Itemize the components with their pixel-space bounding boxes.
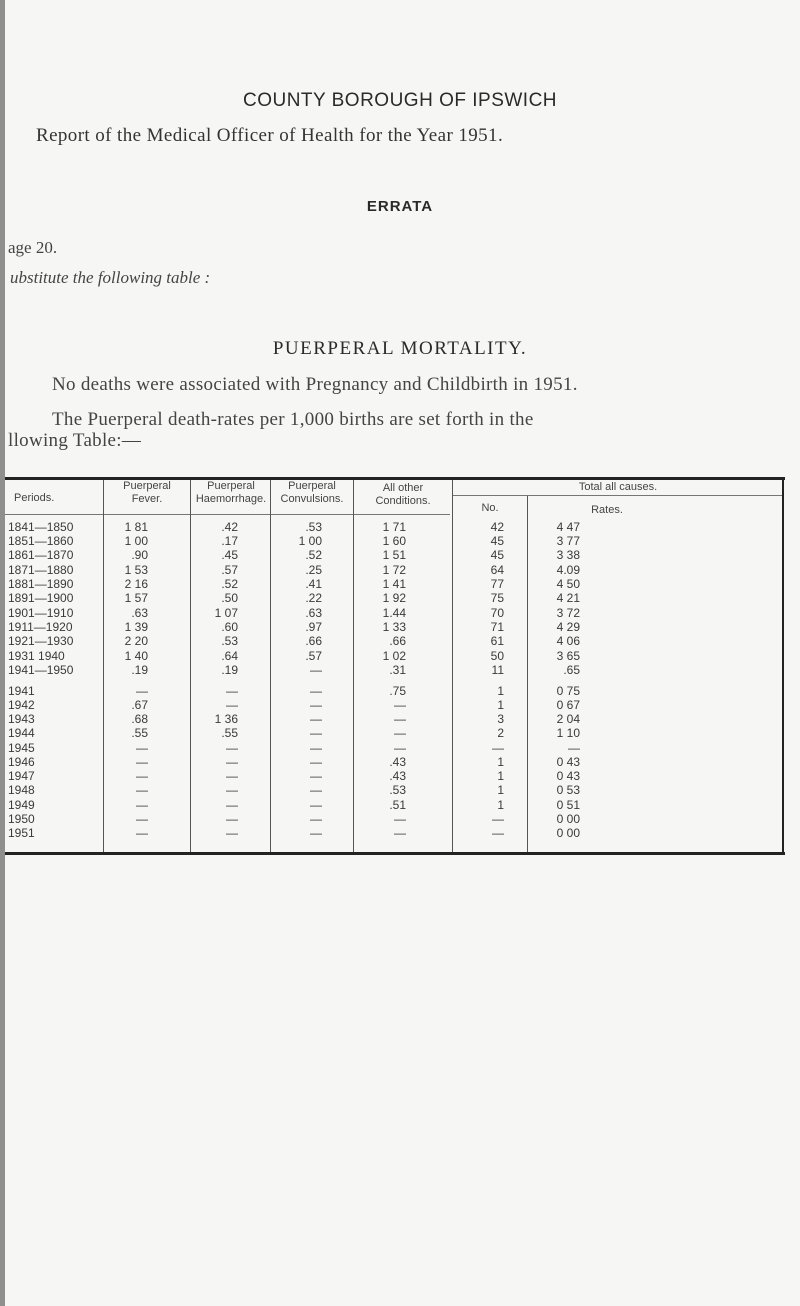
cell-fever: — bbox=[136, 741, 148, 755]
cell-period: 1931 1940 bbox=[8, 649, 65, 663]
cell-fever: .67 bbox=[131, 698, 148, 712]
cell-period: 1947 bbox=[8, 769, 35, 783]
cell-fever: .63 bbox=[131, 606, 148, 620]
cell-no: 1 bbox=[497, 684, 504, 698]
cell-other: 1 72 bbox=[382, 563, 406, 577]
section-paragraph-2-line-1: The Puerperal death-rates per 1,000 births are set forth in the bbox=[52, 409, 534, 430]
cell-conv: — bbox=[310, 712, 322, 726]
cell-other: .75 bbox=[389, 684, 406, 698]
cell-haem: .55 bbox=[221, 726, 238, 740]
cell-conv: — bbox=[310, 812, 322, 826]
cell-fever: — bbox=[136, 769, 148, 783]
cell-period: 1911—1920 bbox=[8, 620, 73, 634]
cell-no: 64 bbox=[490, 563, 504, 577]
cell-other: .53 bbox=[389, 783, 406, 797]
cell-conv: — bbox=[310, 726, 322, 740]
cell-other: — bbox=[394, 712, 406, 726]
cell-other: .66 bbox=[389, 634, 406, 648]
cell-other: — bbox=[394, 726, 406, 740]
header-number: No. bbox=[481, 502, 499, 514]
cell-rate: 0 53 bbox=[556, 783, 580, 797]
header-periods: Periods. bbox=[14, 492, 55, 504]
cell-period: 1941 bbox=[8, 684, 35, 698]
cell-haem: — bbox=[226, 798, 238, 812]
table-right-rule bbox=[782, 478, 784, 854]
cell-conv: — bbox=[310, 755, 322, 769]
header-fever bbox=[105, 480, 189, 506]
cell-other: 1 02 bbox=[382, 649, 406, 663]
cell-other: 1.44 bbox=[382, 606, 406, 620]
cell-no: 77 bbox=[490, 577, 504, 591]
cell-conv: — bbox=[310, 769, 322, 783]
cell-conv: — bbox=[310, 783, 322, 797]
cell-no: 2 bbox=[497, 726, 504, 740]
cell-fever: 1 40 bbox=[124, 649, 148, 663]
cell-other: 1 33 bbox=[382, 620, 406, 634]
cell-haem: — bbox=[226, 755, 238, 769]
cell-conv: .66 bbox=[305, 634, 322, 648]
cell-other: 1 60 bbox=[382, 534, 406, 548]
cell-period: 1921—1930 bbox=[8, 634, 74, 648]
cell-no: 1 bbox=[497, 698, 504, 712]
cell-haem: — bbox=[226, 783, 238, 797]
cell-rate: 3 65 bbox=[556, 649, 580, 663]
cell-other: .43 bbox=[389, 769, 406, 783]
cell-period: 1941—1950 bbox=[8, 663, 74, 677]
cell-rate: — bbox=[568, 741, 580, 755]
section-heading: PUERPERAL MORTALITY. bbox=[272, 338, 528, 359]
cell-other: — bbox=[394, 826, 406, 840]
cell-fever: — bbox=[136, 812, 148, 826]
cell-conv: — bbox=[310, 741, 322, 755]
cell-rate: 4 50 bbox=[556, 577, 580, 591]
cell-period: 1950 bbox=[8, 812, 35, 826]
cell-period: 1942 bbox=[8, 698, 35, 712]
header-haemorrhage-line-1: Puerperal bbox=[207, 480, 255, 492]
header-fever-line-2: Fever. bbox=[131, 493, 163, 505]
header-convulsions-line-1: Puerperal bbox=[288, 480, 336, 492]
cell-haem: .57 bbox=[221, 563, 238, 577]
cell-haem: 1 36 bbox=[214, 712, 238, 726]
column-divider bbox=[270, 480, 271, 852]
cell-no: 42 bbox=[490, 520, 504, 534]
header-other-line-1: All other bbox=[382, 482, 424, 494]
cell-period: 1951 bbox=[8, 826, 35, 840]
cell-haem: .19 bbox=[221, 663, 238, 677]
cell-no: — bbox=[492, 741, 504, 755]
cell-fever: .19 bbox=[131, 663, 148, 677]
cell-haem: 1 07 bbox=[214, 606, 238, 620]
cell-no: — bbox=[492, 812, 504, 826]
errata-instruction: ubstitute the following table : bbox=[10, 268, 211, 287]
cell-no: 50 bbox=[490, 649, 504, 663]
column-divider bbox=[527, 496, 528, 852]
column-divider bbox=[190, 480, 191, 852]
cell-rate: 0 75 bbox=[556, 684, 580, 698]
cell-period: 1901—1910 bbox=[8, 606, 74, 620]
header-rule bbox=[5, 514, 450, 515]
cell-rate: 4 29 bbox=[556, 620, 580, 634]
errata-heading: ERRATA bbox=[366, 198, 434, 215]
cell-rate: 2 04 bbox=[556, 712, 580, 726]
cell-other: .31 bbox=[389, 663, 406, 677]
cell-fever: .68 bbox=[131, 712, 148, 726]
cell-period: 1946 bbox=[8, 755, 35, 769]
cell-conv: .97 bbox=[305, 620, 322, 634]
cell-fever: .90 bbox=[131, 548, 148, 562]
cell-fever: 2 16 bbox=[124, 577, 148, 591]
cell-other: — bbox=[394, 812, 406, 826]
header-fever-line-1: Puerperal bbox=[123, 480, 171, 492]
header-convulsions bbox=[272, 480, 352, 506]
cell-fever: 1 81 bbox=[124, 520, 148, 534]
cell-rate: 0 00 bbox=[556, 826, 580, 840]
cell-conv: — bbox=[310, 684, 322, 698]
cell-fever: — bbox=[136, 826, 148, 840]
cell-period: 1881—1890 bbox=[8, 577, 74, 591]
cell-conv: — bbox=[310, 663, 322, 677]
cell-rate: 3 72 bbox=[556, 606, 580, 620]
cell-rate: 0 43 bbox=[556, 755, 580, 769]
header-convulsions-line-2: Convulsions. bbox=[280, 493, 344, 505]
cell-other: 1 92 bbox=[382, 591, 406, 605]
cell-haem: .53 bbox=[221, 634, 238, 648]
cell-no: 45 bbox=[490, 548, 504, 562]
header-haemorrhage bbox=[192, 480, 270, 506]
cell-rate: 3 77 bbox=[556, 534, 580, 548]
cell-other: — bbox=[394, 698, 406, 712]
cell-no: 45 bbox=[490, 534, 504, 548]
header-rates-label: Rates. bbox=[591, 504, 623, 516]
cell-conv: 1 00 bbox=[298, 534, 322, 548]
cell-conv: — bbox=[310, 698, 322, 712]
cell-other: 1 71 bbox=[382, 520, 406, 534]
cell-haem: — bbox=[226, 741, 238, 755]
cell-period: 1944 bbox=[8, 726, 35, 740]
header-rates bbox=[529, 504, 781, 517]
cell-haem: .42 bbox=[221, 520, 238, 534]
cell-rate: 4 21 bbox=[556, 591, 580, 605]
cell-fever: — bbox=[136, 783, 148, 797]
document-subtitle: Report of the Medical Officer of Health for the Year 1951. bbox=[36, 125, 504, 146]
column-divider bbox=[353, 480, 354, 852]
cell-no: 3 bbox=[497, 712, 504, 726]
total-subheader-rule bbox=[452, 495, 782, 496]
cell-haem: — bbox=[226, 812, 238, 826]
cell-rate: 4.09 bbox=[556, 563, 580, 577]
cell-other: 1 41 bbox=[382, 577, 406, 591]
errata-page-reference: age 20. bbox=[8, 238, 58, 257]
cell-no: 1 bbox=[497, 755, 504, 769]
cell-period: 1945 bbox=[8, 741, 35, 755]
cell-haem: — bbox=[226, 684, 238, 698]
cell-period: 1891—1900 bbox=[8, 591, 74, 605]
column-divider bbox=[452, 480, 453, 852]
cell-haem: — bbox=[226, 826, 238, 840]
cell-fever: — bbox=[136, 755, 148, 769]
header-haemorrhage-line-2: Haemorrhage. bbox=[195, 493, 267, 505]
cell-fever: 1 39 bbox=[124, 620, 148, 634]
cell-fever: 1 57 bbox=[124, 591, 148, 605]
cell-haem: .64 bbox=[221, 649, 238, 663]
cell-haem: .17 bbox=[221, 534, 238, 548]
cell-period: 1943 bbox=[8, 712, 35, 726]
cell-conv: .63 bbox=[305, 606, 322, 620]
cell-no: 11 bbox=[491, 663, 504, 677]
cell-conv: .25 bbox=[305, 563, 322, 577]
cell-period: 1861—1870 bbox=[8, 548, 74, 562]
cell-no: 70 bbox=[490, 606, 504, 620]
cell-period: 1841—1850 bbox=[8, 520, 74, 534]
cell-period: 1948 bbox=[8, 783, 35, 797]
cell-haem: .52 bbox=[221, 577, 238, 591]
cell-rate: 0 43 bbox=[556, 769, 580, 783]
cell-rate: 4 47 bbox=[556, 520, 580, 534]
cell-fever: 1 53 bbox=[124, 563, 148, 577]
cell-other: .43 bbox=[389, 755, 406, 769]
cell-conv: .57 bbox=[305, 649, 322, 663]
cell-no: 75 bbox=[490, 591, 504, 605]
cell-conv: .53 bbox=[305, 520, 322, 534]
header-other-line-2: Conditions. bbox=[375, 495, 431, 507]
cell-haem: .50 bbox=[221, 591, 238, 605]
cell-fever: .55 bbox=[131, 726, 148, 740]
cell-fever: 2 20 bbox=[124, 634, 148, 648]
cell-period: 1949 bbox=[8, 798, 35, 812]
cell-conv: .41 bbox=[305, 577, 322, 591]
cell-no: — bbox=[492, 826, 504, 840]
cell-rate: 3 38 bbox=[556, 548, 580, 562]
cell-period: 1851—1860 bbox=[8, 534, 74, 548]
cell-conv: .22 bbox=[305, 591, 322, 605]
cell-haem: .60 bbox=[221, 620, 238, 634]
cell-other: 1 51 bbox=[382, 548, 406, 562]
cell-period: 1871—1880 bbox=[8, 563, 74, 577]
cell-other: .51 bbox=[389, 798, 406, 812]
cell-rate: 1 10 bbox=[556, 726, 580, 740]
cell-other: — bbox=[394, 741, 406, 755]
cell-conv: — bbox=[310, 798, 322, 812]
cell-no: 1 bbox=[497, 798, 504, 812]
cell-no: 71 bbox=[490, 620, 504, 634]
header-other-conditions bbox=[355, 482, 451, 508]
cell-haem: — bbox=[226, 698, 238, 712]
cell-conv: — bbox=[310, 826, 322, 840]
cell-no: 1 bbox=[497, 783, 504, 797]
cell-no: 61 bbox=[490, 634, 504, 648]
cell-rate: 0 67 bbox=[556, 698, 580, 712]
cell-rate: 0 51 bbox=[556, 798, 580, 812]
cell-rate: 0 00 bbox=[556, 812, 580, 826]
page-left-edge bbox=[0, 0, 5, 1306]
cell-rate: 4 06 bbox=[556, 634, 580, 648]
cell-fever: 1 00 bbox=[124, 534, 148, 548]
cell-haem: .45 bbox=[221, 548, 238, 562]
header-total-all-causes: Total all causes. bbox=[578, 481, 658, 493]
cell-no: 1 bbox=[497, 769, 504, 783]
cell-fever: — bbox=[136, 798, 148, 812]
column-divider bbox=[103, 480, 104, 852]
cell-haem: — bbox=[226, 769, 238, 783]
section-paragraph-2-line-2: llowing Table:— bbox=[8, 430, 142, 451]
table-bottom-rule bbox=[5, 852, 785, 855]
cell-rate: .65 bbox=[563, 663, 580, 677]
cell-fever: — bbox=[136, 684, 148, 698]
document-title: COUNTY BOROUGH OF IPSWICH bbox=[242, 90, 558, 111]
cell-conv: .52 bbox=[305, 548, 322, 562]
section-paragraph-1: No deaths were associated with Pregnancy and Childbirth in 1951. bbox=[52, 374, 578, 395]
